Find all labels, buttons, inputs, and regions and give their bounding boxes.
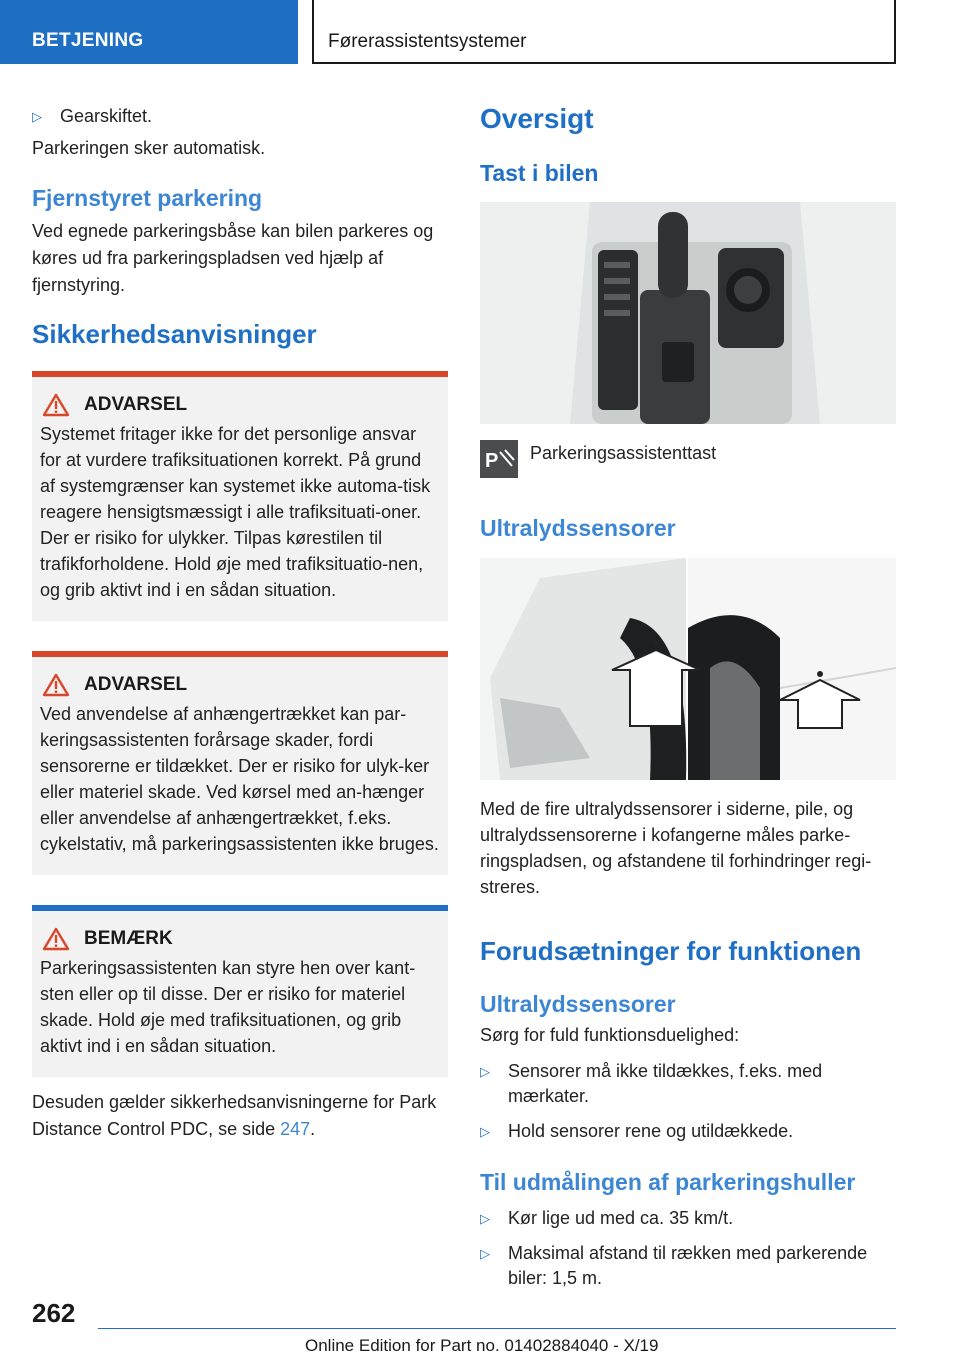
bullet-triangle-icon [480,1059,490,1084]
warning-triangle-icon [42,673,70,697]
paragraph: Parkeringen sker automatisk. [32,138,266,158]
warning-text: Systemet fritager ikke for det personlige ansvar for at vurdere trafiksituationen korrekt. På grund af systemgrænser kan systemet ikke automa-tisk reagere hensigtsmæssigt i alle trafiksituati-oner. Der er risiko for ulykker. Tilpas kørestilen til trafikforholdene. Hold øje med trafiksituatio-nen, og grib aktivt ind i en sådan situation. [40,424,431,600]
heading-measure-gaps: Til udmålingen af parkeringshuller [480,1169,856,1195]
heading-remote-parking: Fjernstyret parkering [32,185,263,211]
bullet-triangle-icon [32,104,42,129]
left-column [32,100,448,1143]
heading-overview: Oversigt [480,103,594,134]
section-tab [0,0,298,64]
page-number: 262 [32,1298,76,1328]
chapter-title: Førerassistentsystemer [328,31,527,52]
list-item: ▷ Sensorer må ikke tildækkes, f.eks. med mærkater. [480,1059,896,1109]
bullet-triangle-icon [480,1241,490,1266]
edition-text: Online Edition for Part no. 01402884040 - X/19 [305,1336,659,1355]
warning-box [32,371,448,621]
list-item: ▷ Maksimal afstand til rækken med parkerende biler: 1,5 m. [480,1241,896,1291]
heading-prerequisites: Forudsætninger for funktionen [480,936,862,966]
right-column [480,100,896,1291]
heading-button: Tast i bilen [480,160,599,186]
svg-text:P: P [485,450,499,472]
section-title: BETJENING [32,30,144,51]
paragraph: Ved egnede parkeringsbåse kan bilen parkeres og køres ud fra parkeringspladsen ved hjælp af fjernstyring. [32,221,434,295]
paragraph: Sørg for fuld funktionsduelighed: [480,1025,740,1045]
page-reference-link[interactable]: 247 [280,1119,311,1139]
center-console-illustration [480,202,896,424]
chapter-tab [312,0,896,64]
warning-triangle-icon [42,393,70,417]
list-item: ▷ Kør lige ud med ca. 35 km/t. [480,1206,896,1231]
list-item: ▷ Gearskiftet. [32,104,448,129]
heading-safety: Sikkerhedsanvisninger [32,319,317,349]
footer-divider [98,1328,896,1329]
caution-triangle-icon [42,927,70,951]
car-sensor-illustration [480,558,896,780]
bullet-triangle-icon [480,1119,490,1144]
heading-ultrasonic-2: Ultralydssensorer [480,991,676,1017]
bullet-triangle-icon [480,1206,490,1231]
paragraph: Med de fire ultralydssensorer i siderne, pile, og ultralydssensorerne i kofangerne måles parke-ringspladsen, og afstandene til forhindringer regi-streres. [480,799,872,897]
warning-title: ADVARSEL [84,394,188,415]
center-console-photo [480,202,896,424]
warning-title: ADVARSEL [84,674,188,695]
ultrasonic-sensor-photo [480,558,896,780]
heading-ultrasonic: Ultralydssensorer [480,515,676,541]
note-box [32,905,448,1077]
note-text: Parkeringsassistenten kan styre hen over kant-sten eller op til disse. Der er risiko for materiel skade. Hold øje med trafiksituationen, og grib aktivt ind i en sådan situation. [40,958,416,1056]
button-legend [480,440,896,478]
list-item: ▷ Hold sensorer rene og utildækkede. [480,1119,896,1144]
button-caption: Parkeringsassistenttast [530,443,717,463]
warning-box [32,651,448,875]
warning-text: Ved anvendelse af anhængertrækket kan par-keringsassistenten forårsage skader, fordi sensorerne er tildækket. Der er risiko for ulyk-ker eller materiel skade. Ved kørsel med an-hænger eller anvendelse af anhængertrækket, f.eks. cykelstativ, må parkeringsassistenten ikke bruges. [40,704,439,854]
parking-assistant-button-icon [480,440,518,478]
paragraph: Desuden gælder sikkerhedsanvisningerne for Park Distance Control PDC, se side 247. [32,1092,437,1139]
note-title: BEMÆRK [84,928,173,949]
